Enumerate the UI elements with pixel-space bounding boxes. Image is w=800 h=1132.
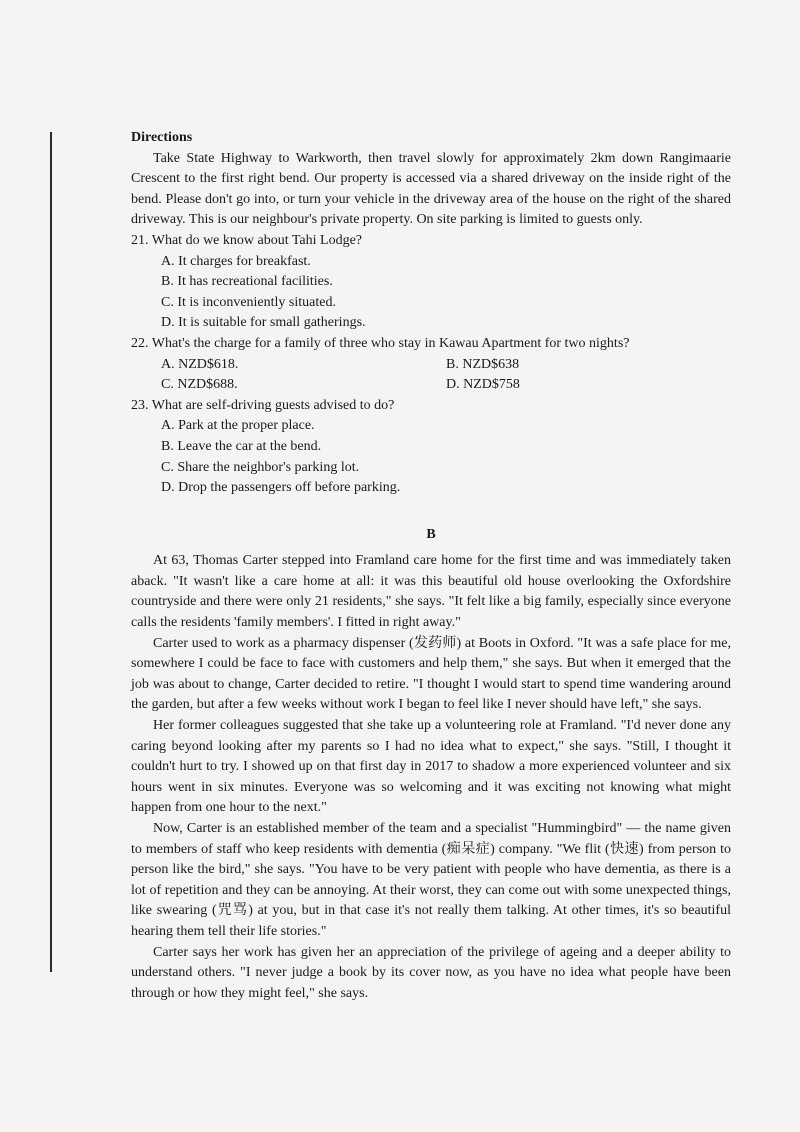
passage-paragraph: Now, Carter is an established member of the team and a specialist "Hummingbird" — the name given to members of staff who keep residents with dementia (痴呆症) company. "We flit (快速) from person to person like the bird," she says. "You have to be very patient with people who have dementia, as there is a lot of repetition and they can be annoying. At their worst, they can come out with some unexpected things, like swearing (咒骂) at you, but in that case it's not really them talking. At other times, it's so beautiful hearing them tell their life stories." [131, 821, 731, 939]
option-b: B. NZD$638 [446, 356, 520, 372]
passage-paragraph: At 63, Thomas Carter stepped into Framland care home for the first time and was immediately taken aback. "It wasn't like a care home at all: it was this beautiful old house overlooking the Oxfordshire countryside and there were only 21 residents," she says. "It felt like a big family, especially since everyone calls the residents 'family members'. I fitted in right away." [131, 553, 731, 631]
option-a: A. Park at the proper place. [161, 418, 315, 434]
question-22 [131, 334, 731, 396]
option-d: D. It is suitable for small gatherings. [161, 315, 366, 331]
question-21 [131, 231, 731, 334]
passage-paragraph: Carter used to work as a pharmacy dispenser (发药师) at Boots in Oxford. "It was a safe place for me, somewhere I could be face to face with customers and help them," she says. But when it emerged that the job was about to change, Carter decided to retire. "I thought I would start to spend time wandering around the garden, but after a few weeks without work I began to feel like I never should have left," she says. [131, 635, 731, 713]
option-b: B. It has recreational facilities. [161, 274, 333, 290]
question-stem: 23. What are self-driving guests advised to do? [131, 397, 395, 413]
option-c: C. NZD$688. [161, 377, 238, 393]
passage-paragraph: Carter says her work has given her an appreciation of the privilege of ageing and a deeper ability to understand others. "I never judge a book by its cover now, as you have no idea what people have been through or how they might feel," she says. [131, 944, 731, 1001]
document-page [131, 128, 731, 1004]
option-row [161, 375, 731, 396]
option-b: B. Leave the car at the bend. [161, 438, 322, 454]
section-b-title: B [426, 526, 436, 542]
question-stem: 21. What do we know about Tahi Lodge? [131, 232, 363, 248]
margin-line [50, 132, 52, 972]
option-a: A. It charges for breakfast. [161, 253, 311, 269]
question-stem: 22. What's the charge for a family of three who stay in Kawau Apartment for two nights? [131, 335, 630, 351]
option-c: C. Share the neighbor's parking lot. [161, 459, 360, 475]
question-23 [131, 396, 731, 499]
option-d: D. NZD$758 [446, 377, 520, 393]
option-a: A. NZD$618. [161, 356, 239, 372]
option-c: C. It is inconveniently situated. [161, 294, 336, 310]
option-row [161, 355, 731, 376]
passage-paragraph: Her former colleagues suggested that she take up a volunteering role at Framland. "I'd never done any caring beyond looking after my parents so I had no idea what to expect," she says. "Still, I thought it couldn't hurt to try. I showed up on that first day in 2017 to shadow a more experienced volunteer and six hours went in six minutes. Everyone was so welcoming and it was exciting not knowing what might happen from one hour to the next." [131, 718, 731, 816]
option-d: D. Drop the passengers off before parking. [161, 480, 401, 496]
directions-text: Take State Highway to Warkworth, then travel slowly for approximately 2km down Rangimaarie Crescent to the first right bend. Our property is accessed via a shared driveway on the inside right of the bend. Please don't go into, or turn your vehicle in the driveway area of the house on the right of the shared driveway. This is our neighbour's private property. On site parking is limited to guests only. [131, 150, 731, 228]
directions-heading: Directions [131, 130, 193, 145]
